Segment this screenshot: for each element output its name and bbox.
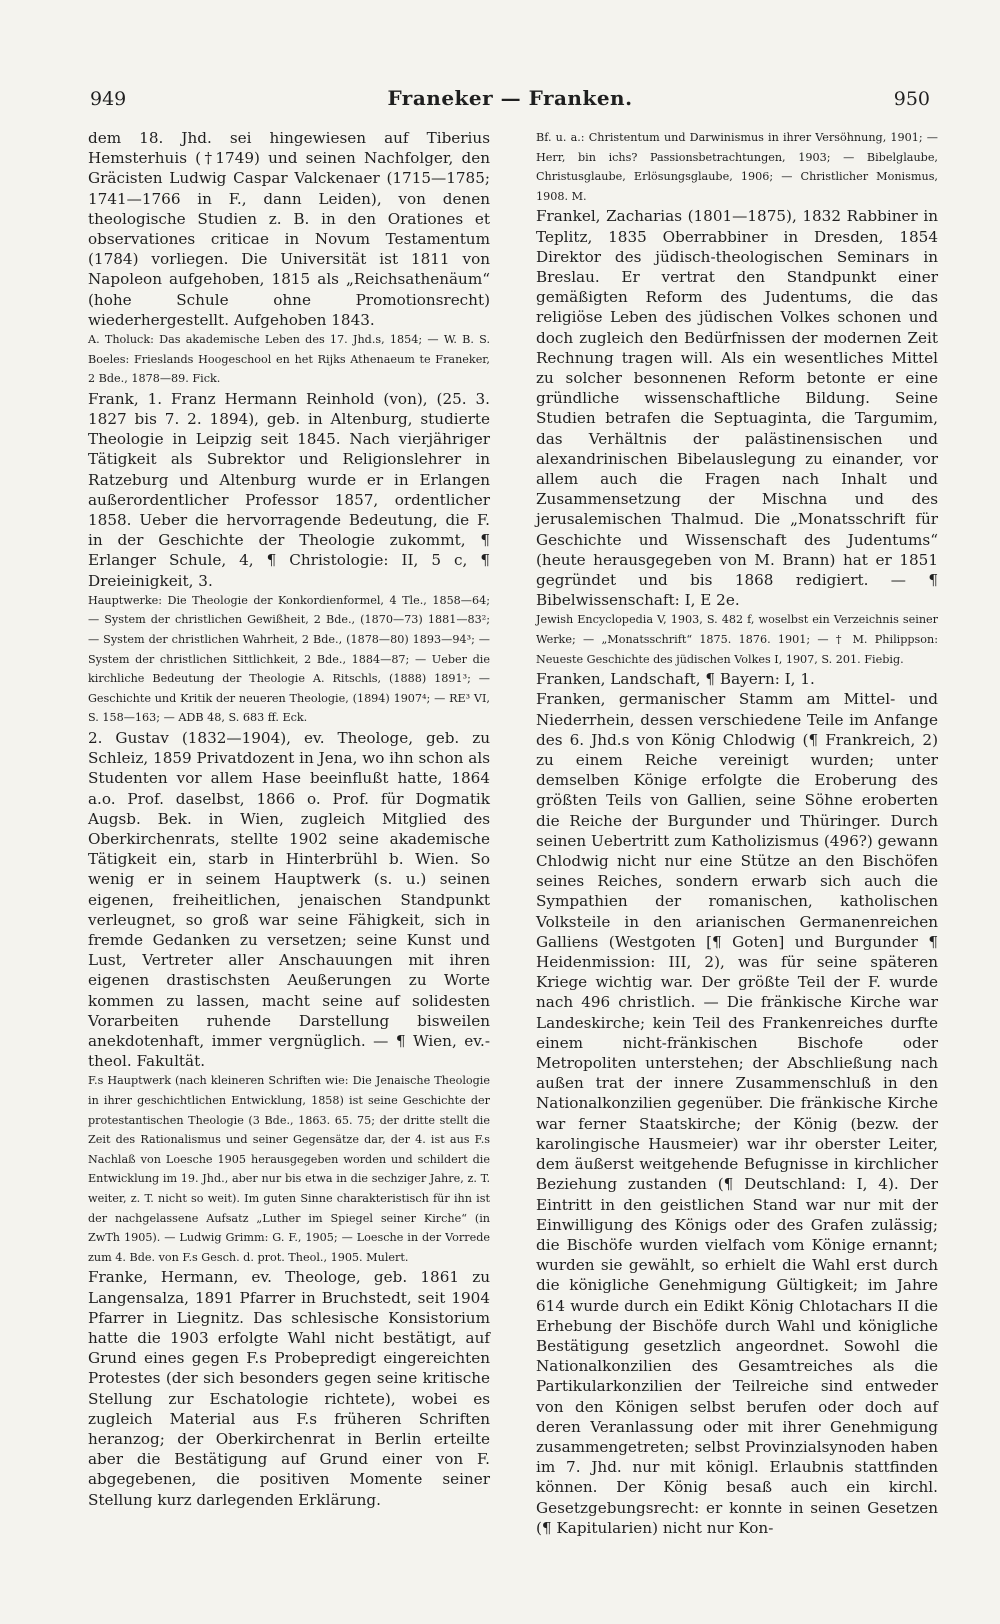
text-columns	[88, 128, 938, 1538]
body-paragraph: Franken, germanischer Stamm am Mittel- und Niederrhein, dessen verschiedene Teile im Anfange des 6. Jhd.s von König Chlodwig (¶ Frankreich, 2) zu einem Reiche vereinigt wurden; unter demselben Könige erfolgte die Eroberung des größten Teils von Gallien, seine Söhne eroberten die Reiche der Burgunder und Thüringer. Durch seinen Uebertritt zum Katholizismus (496?) gewann Chlodwig nicht nur eine Stütze an den Bischöfen seines Reiches, sondern erwarb sich auch die Sympathien der romanischen, katholischen Volksteile in den arianischen Germanenreichen Galliens (Westgoten [¶ Goten] und Burgunder ¶ Heidenmission: III, 2), was für seine späteren Kriege wichtig war. Der größte Teil der F. wurde nach 496 christlich. — Die fränkische Kirche war Landeskirche; kein Teil des Frankenreiches durfte einem nicht-fränkischen Bischofe oder Metropoliten unterstehen; der Abschließung nach außen trat der innere Zusammenschluß in den Nationalkonzilien gegenüber. Die fränkische Kirche war ferner Staatskirche; der König (bezw. der karolingische Hausmeier) war ihr oberster Leiter, dem äußerst weitgehende Befugnisse in kirchlicher Beziehung zustanden (¶ Deutschland: I, 4). Der Eintritt in den geistlichen Stand war nur mit der Einwilligung des Königs oder des Grafen zulässig; die Bischöfe wurden vielfach vom Könige ernannt; wurden sie gewählt, so erhielt die Wahl erst durch die königliche Genehmigung Gültigkeit; im Jahre 614 wurde durch ein Edikt König Chlotachars II die Erhebung der Bischöfe durch Wahl und königliche Bestätigung gesetzlich angeordnet. Sowohl die Nationalkonzilien des Gesamtreiches als die Partikularkonzilien der Teilreiche sind entweder von den Königen selbst berufen oder doch auf deren Veranlassung oder mit ihrer Genehmigung zusammengetreten; selbst Provinzialsynoden haben im 7. Jhd. nur mit königl. Erlaubnis stattfinden können. Der König besaß auch ein kirchl. Gesetzgebungsrecht: er konnte in seinen Gesetzen (¶ Kapitularien) nicht nur Kon-	[536, 690, 938, 1537]
body-paragraph: Frankel, Zacharias (1801—1875), 1832 Rabbiner in Teplitz, 1835 Oberrabbiner in Dresden, 1854 Direktor des jüdisch-theologischen Seminars in Breslau. Er vertrat den Standpunkt einer gemäßigten Reform des Judentums, die das religiöse Leben des jüdischen Volkes schonen und doch zugleich den Bedürfnissen der modernen Zeit Rechnung tragen will. Als ein wesentliches Mittel zu solcher besonnenen Reform betonte er eine gründliche wissenschaftliche Bildung. Seine Studien betrafen die Septuaginta, die Targumim, das Verhältnis der palästinensischen und alexandrinischen Bibelauslegung zu einander, vor allem auch die Fragen nach Inhalt und Zusammensetzung der Mischna und des jerusalemischen Thalmud. Die „Monatsschrift für Geschichte und Wissenschaft des Judentums“ (heute herausgegeben von M. Brann) hat er 1851 gegründet und bis 1868 redigiert. — ¶ Bibelwissenschaft: I, E 2e.	[536, 207, 938, 610]
right-column	[536, 128, 938, 1538]
body-paragraph: Frank, 1. Franz Hermann Reinhold (von), (25. 3. 1827 bis 7. 2. 1894), geb. in Altenburg, studierte Theologie in Leipzig seit 1845. Nach vierjähriger Tätigkeit als Subrektor und Religionslehrer in Ratzeburg und Altenburg wurde er in Erlangen außerordentlicher Professor 1857, ordentlicher 1858. Ueber die hervorragende Bedeutung, die F. in der Geschichte der Theologie zukommt, ¶ Erlanger Schule, 4, ¶ Christologie: II, 5 c, ¶ Dreieinigkeit, 3.	[88, 389, 490, 590]
body-paragraph: dem 18. Jhd. sei hingewiesen auf Tiberius Hemsterhuis (†1749) und seinen Nachfolger, den Gräcisten Ludwig Caspar Valckenaer (1715—1785; 1741—1766 in F., dann Leiden), von denen theologische Studien z. B. in den Orationes et observationes criticae in Novum Testamentum (1784) vorliegen. Die Universität ist 1811 von Napoleon aufgehoben, 1815 als „Reichsathenäum“ (hohe Schule ohne Promotionsrecht) wiederhergestellt. Aufgehoben 1843.	[88, 129, 490, 329]
page-header	[90, 86, 930, 110]
right-page-number: 950	[893, 88, 930, 110]
body-paragraph: Franken, Landschaft, ¶ Bayern: I, 1.	[536, 670, 815, 689]
bibliography-paragraph: Hauptwerke: Die Theologie der Konkordienformel, 4 Tle., 1858—64; — System der christlichen Gewißheit, 2 Bde., (1870—73) 1881—83²; — System der christlichen Wahrheit, 2 Bde., (1878—80) 1893—94³; — System der christlichen Sittlichkeit, 2 Bde., 1884—87; — Ueber die kirchliche Bedeutung der Theologie A. Ritschls, (1888) 1891³; — Geschichte und Kritik der neueren Theologie, (1894) 1907⁴; — RE³ VI, S. 158—163; — ADB 48, S. 683 ff. Eck.	[88, 593, 490, 725]
left-page-number: 949	[90, 88, 127, 110]
body-paragraph: Franke, Hermann, ev. Theologe, geb. 1861 zu Langensalza, 1891 Pfarrer in Bruchstedt, seit 1904 Pfarrer in Liegnitz. Das schlesische Konsistorium hatte die 1903 erfolgte Wahl nicht bestätigt, auf Grund eines gegen F.s Probepredigt eingereichten Protestes (der sich besonders gegen seine kritische Stellung zur Eschatologie richtete), wobei es zugleich Material aus F.s früheren Schriften heranzog; der Oberkirchenrat in Berlin erteilte aber die Bestätigung auf Grund einer von F. abgegebenen, die positiven Momente seiner Stellung kurz darlegenden Erklärung.	[88, 1268, 490, 1509]
body-paragraph: 2. Gustav (1832—1904), ev. Theologe, geb. zu Schleiz, 1859 Privatdozent in Jena, wo ihn schon als Studenten vor allem Hase beeinflußt hatte, 1864 a.o. Prof. daselbst, 1866 o. Prof. für Dogmatik Augsb. Bek. in Wien, zugleich Mitglied des Oberkirchenrats, stellte 1902 seine akademische Tätigkeit ein, starb in Hinterbrühl b. Wien. So wenig er in seinem Hauptwerk (s. u.) seinen eigenen, freiheitlichen, jenaischen Standpunkt verleugnet, so groß war seine Fähigkeit, sich in fremde Gedanken zu versetzen; seine Kunst und Lust, Vertreter aller Anschauungen mit ihren eigenen drastischsten Aeußerungen zu Worte kommen zu lassen, macht seine auf solidesten Vorarbeiten ruhende Darstellung bisweilen anekdotenhaft, immer vergnüglich. — ¶ Wien, ev.-theol. Fakultät.	[88, 729, 490, 1071]
running-title: Franeker — Franken.	[387, 86, 633, 110]
bibliography-paragraph: A. Tholuck: Das akademische Leben des 17. Jhd.s, 1854; — W. B. S. Boeles: Frieslands Hoogeschool en het Rijks Athenaeum te Franeker, 2 Bde., 1878—89. Fick.	[88, 333, 490, 386]
bibliography-paragraph: Bf. u. a.: Christentum und Darwinismus in ihrer Versöhnung, 1901; — Herr, bin ichs? Passionsbetrachtungen, 1903; — Bibelglaube, Christusglaube, Erlösungsglaube, 1906; — Christlicher Monismus, 1908. M.	[536, 131, 938, 203]
left-column	[88, 128, 490, 1538]
bibliography-paragraph: F.s Hauptwerk (nach kleineren Schriften wie: Die Jenaische Theologie in ihrer geschichtlichen Entwicklung, 1858) ist seine Geschichte der protestantischen Theologie (3 Bde., 1863. 65. 75; der dritte stellt die Zeit des Rationalismus und seiner Gegensätze dar, der 4. ist aus F.s Nachlaß von Loesche 1905 herausgegeben worden und schildert die Entwicklung im 19. Jhd., aber nur bis etwa in die sechziger Jahre, z. T. weiter, z. T. nicht so weit). Im guten Sinne charakteristisch für ihn ist der nachgelassene Aufsatz „Luther im Spiegel seiner Kirche“ (in ZwTh 1905). — Ludwig Grimm: G. F., 1905; — Loesche in der Vorrede zum 4. Bde. von F.s Gesch. d. prot. Theol., 1905. Mulert.	[88, 1074, 490, 1264]
bibliography-paragraph: Jewish Encyclopedia V, 1903, S. 482 f, woselbst ein Verzeichnis seiner Werke; — „Monatsschrift“ 1875. 1876. 1901; — † M. Philippson: Neueste Geschichte des jüdischen Volkes I, 1907, S. 201. Fiebig.	[536, 613, 938, 666]
